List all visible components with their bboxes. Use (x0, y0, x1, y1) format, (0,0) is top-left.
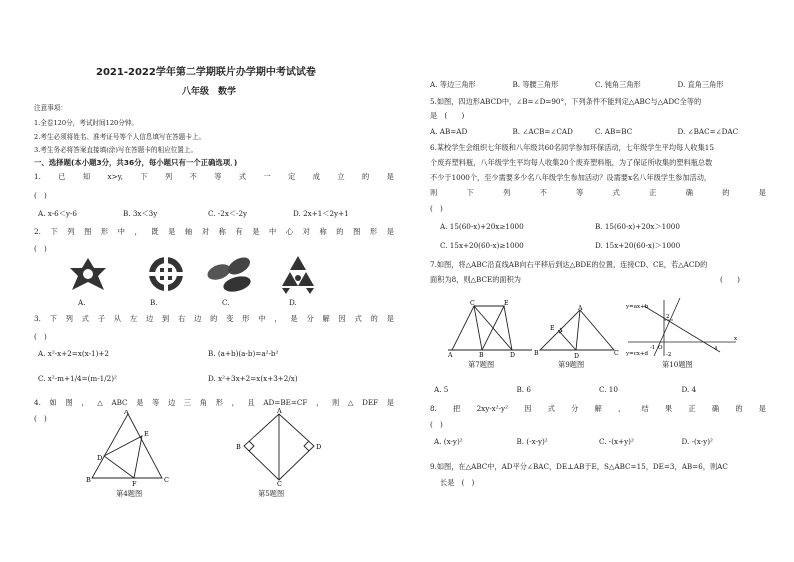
option-a: A. 15(60-x)+20x≥1000 (440, 222, 524, 231)
stem-token: 边 (168, 398, 176, 407)
option-c: C. x²-m+1/4=(m-1/2)² (38, 374, 117, 383)
stem-token: 正 (688, 404, 696, 413)
stem-token: 心 (285, 227, 294, 236)
stem-token: 不 (539, 188, 547, 197)
fig5-label-a: A (277, 408, 282, 415)
q4-paren: ( ) (34, 414, 47, 423)
fig-q2-b-icon (146, 254, 186, 296)
q6-line: 个废弃塑料瓶，八年级学生平均每人收集20个废弃塑料瓶，为了保证所收集的塑料瓶总数 (430, 158, 713, 167)
q5-options (430, 127, 760, 136)
stem-token: 的 (722, 188, 730, 197)
fig9-label-c: C (614, 350, 619, 357)
q3-options-row2 (38, 374, 378, 383)
page-title: 2021-2022学年第二学期联片办学期中考试试卷 (96, 67, 316, 78)
fig5-label-d: D (316, 443, 322, 451)
stem-token: 列 (503, 188, 511, 197)
fig4-label-a: A (124, 410, 129, 416)
stem-token: 等 (152, 398, 160, 407)
q5-stem-cont: 是 ( ) (430, 111, 465, 120)
stem-token: 对 (302, 227, 310, 236)
stem-token: 把 (453, 404, 461, 413)
q5-stem: 5.如图，四边形ABCD中，∠B=∠D=90°，下列条件不能判定△ABC与△ADC全等的 (430, 97, 702, 106)
fig4-caption: 第4题图 (116, 489, 143, 498)
stem-token: 且 (247, 398, 255, 407)
stem-token: ， (274, 314, 282, 323)
stem-token: ABC (111, 398, 128, 407)
option-c: C. -(x+y)² (599, 437, 634, 446)
stem-token: 是 (168, 227, 176, 236)
q8-options (434, 437, 764, 446)
q3-stem (34, 314, 394, 323)
fig10-label-cx: y=cx+d (626, 351, 649, 357)
stem-token: 形 (242, 314, 250, 323)
stem-token: 解 (322, 314, 330, 323)
q7-options (434, 385, 764, 394)
option-c: C. AB=BC (595, 127, 633, 136)
q3-options-row1 (38, 349, 378, 358)
fig7-label-d: D (510, 352, 515, 358)
stem-token: 等 (576, 188, 584, 197)
fig7-label-b: B (479, 352, 484, 358)
option-a: A. AB=AD (430, 127, 468, 136)
stem-token: 的 (210, 314, 218, 323)
stem-token: 到 (162, 314, 170, 323)
stem-token: 因 (338, 314, 346, 323)
stem-token: 既 (151, 227, 159, 236)
stem-token: 下 (49, 314, 57, 323)
fig10-label-origin: O (658, 345, 663, 351)
q9-line: 9.如图，在△ABC中，AD平分∠BAC，DE⊥AB于E，S△ABC=15，DE=3，AB=6，则AC (430, 462, 728, 471)
stem-token: 列 (65, 314, 73, 323)
stem-token: ， (316, 398, 324, 407)
stem-token: 中 (269, 227, 277, 236)
stem-token: 有 (235, 227, 243, 236)
q2-label-d: D. (289, 298, 297, 307)
stem-token: 等 (214, 172, 222, 181)
fig9-caption: 第9题图 (558, 360, 585, 369)
fig-q2-a-icon (68, 254, 108, 296)
option-d: D. x²+3x+2=x(x+3+2/x) (208, 374, 298, 383)
stem-token: 式 (354, 314, 362, 323)
stem-token: 下 (50, 227, 58, 236)
notes-heading: 注意事项： (34, 104, 67, 112)
q6-paren: ( ) (430, 204, 443, 213)
stem-token: 中 (258, 314, 266, 323)
option-d: D. 15x+20(60-x)＞1000 (595, 241, 681, 250)
option-d: D. -(x-y)² (681, 437, 713, 446)
option-b: B. (a+b)(a-b)=a²-b² (208, 349, 279, 358)
stem-token: 2xy-x²-y² (476, 404, 508, 413)
q2-label-a: A. (78, 298, 86, 307)
stem-token: ， (618, 404, 626, 413)
option-b: B. 6 (516, 385, 531, 394)
stem-token: 对 (201, 227, 209, 236)
stem-token: 如 (49, 398, 57, 407)
stem-token: 的 (370, 314, 378, 323)
option-d: D. 直角三角形 (677, 80, 724, 89)
stem-token: 变 (226, 314, 234, 323)
fig4-label-e: E (144, 430, 149, 438)
stem-token: 是 (386, 227, 394, 236)
stem-token: 式 (238, 172, 247, 181)
stem-token: 下 (466, 188, 474, 197)
q2-paren: ( ) (34, 244, 47, 253)
fig7-label-e: E (504, 300, 509, 307)
q6-options-row2 (440, 241, 750, 250)
stem-token: 左 (129, 314, 138, 323)
q6-line: 6.某校学生会组织七年级和八年级共60名同学参加环保活动，七年级学生平均每人收集15 (430, 143, 714, 152)
option-a: A. x-6＜y-6 (38, 209, 77, 218)
stem-token: 列 (67, 227, 75, 236)
option-c: C. 15x+20(60-x)≥1000 (440, 241, 524, 250)
stem-token: 称 (319, 227, 327, 236)
stem-token: 图 (65, 398, 73, 407)
q6-line: 不少于1000个，至少需要多少名八年级学生参加活动？设需要x名八年级学生参加活动， (430, 173, 712, 182)
stem-token: 已 (58, 172, 66, 181)
option-d: D. ∠BAC=∠DAC (677, 127, 739, 136)
fig10-label-ax: y=ax+b (626, 304, 649, 310)
fig10-label-2: 2 (666, 314, 670, 320)
fig5-label-c: C (277, 480, 282, 486)
fig10-label-x: x (734, 336, 738, 342)
stem-token: 则 (331, 398, 340, 407)
stem-token: 分 (571, 404, 579, 413)
stem-token: 式 (612, 188, 620, 197)
stem-token: DEF (362, 398, 379, 407)
fig10-label-neg1: -1 (650, 345, 656, 351)
stem-token: 称 (218, 227, 226, 236)
q8-paren: ( ) (430, 420, 443, 429)
stem-token: 结 (641, 404, 649, 413)
fig9-label-d: D (574, 353, 579, 358)
stem-token: 解 (594, 404, 602, 413)
stem-token: 不 (189, 172, 197, 181)
page-subtitle: 八年级 数学 (182, 87, 237, 97)
stem-token: 形 (100, 227, 109, 236)
stem-token: 形 (215, 398, 223, 407)
stem-token: ， (134, 227, 142, 236)
option-b: B. ∠ACB=∠CAD (512, 127, 573, 136)
q7-paren: ( ) (720, 275, 740, 284)
stem-token: 是 (252, 227, 260, 236)
stem-token: △ (97, 398, 103, 407)
option-d: D. 2x+1＜2y+1 (293, 209, 349, 218)
q6-stem (430, 188, 766, 197)
stem-token: 确 (711, 404, 720, 413)
stem-token: 下 (140, 172, 148, 181)
option-c: C. 10 (599, 385, 618, 394)
option-b: B. 等腰三角形 (512, 80, 559, 89)
stem-token: 图 (353, 227, 361, 236)
q7-line: 7.如图，将△ABC沿直线AB向右平移后到达△BDE的位置，连接CD、CE，若△ACD的 (430, 260, 708, 269)
option-b: B. (-x-y)² (516, 437, 548, 446)
stem-token: x>y, (107, 172, 123, 181)
note-item: 2.考生必须将姓名、准考证号等个人信息填写在答题卡上。 (34, 133, 206, 141)
stem-token: 成 (312, 172, 320, 181)
fig10-label-4: 4 (714, 346, 718, 352)
fig7-label-c: C (470, 300, 475, 307)
q8-stem (430, 404, 766, 413)
stem-token: 定 (288, 172, 296, 181)
fig4-label-f: F (132, 480, 137, 486)
figure-q9 (534, 304, 620, 358)
stem-token: 3. (34, 314, 41, 323)
stem-token: 是 (136, 398, 144, 407)
stem-token: 的 (735, 404, 743, 413)
fig9-label-a: A (578, 305, 583, 312)
stem-token: 4. (34, 398, 41, 407)
option-a: A. 5 (434, 385, 449, 394)
q9-line: 长是 ( ) (440, 478, 475, 487)
q7-line: 面积为8，则△BCE的面积为 (430, 275, 521, 284)
figure-q7 (444, 300, 536, 358)
stem-token: 2. (34, 227, 41, 236)
figure-q4 (86, 410, 170, 486)
fig5-caption: 第5题图 (258, 489, 285, 498)
figure-q5 (234, 408, 324, 486)
fig4-label-d: D (97, 454, 103, 462)
stem-token: 一 (263, 172, 271, 181)
stem-token: ， (231, 398, 239, 407)
stem-token: 子 (97, 314, 106, 323)
option-a: A. 等边三角形 (430, 80, 476, 89)
stem-token: △ (347, 398, 354, 407)
option-a: A. (x-y)² (434, 437, 463, 446)
q1-paren: ( ) (34, 191, 47, 200)
stem-token: 形 (369, 227, 378, 236)
q3-paren: ( ) (34, 332, 47, 341)
q6-options-row1 (440, 222, 750, 231)
stem-token: 则 (430, 188, 438, 197)
q1-stem (34, 172, 394, 181)
stem-token: 果 (664, 404, 673, 413)
stem-token: 边 (145, 314, 154, 323)
fig10-label-neg2: -2 (666, 352, 672, 358)
figure-q10 (624, 296, 742, 358)
fig10-caption: 第10题图 (662, 360, 693, 369)
stem-token: 边 (194, 314, 202, 323)
fig5-label-b: B (236, 443, 241, 451)
stem-token: 中 (117, 227, 125, 236)
stem-token: 正 (649, 188, 657, 197)
q1-options (38, 209, 378, 218)
stem-token: 是 (290, 314, 298, 323)
q2-label-c: C. (222, 298, 230, 307)
fig-q2-d-icon (276, 254, 320, 296)
stem-token: 从 (113, 314, 122, 323)
fig9-label-b: B (534, 350, 539, 357)
note-item: 3.考生务必将答案直接填(涂)写在答题卡的相应位置上。 (34, 146, 198, 154)
stem-token: 轴 (184, 227, 193, 236)
stem-token: 角 (199, 398, 207, 407)
option-b: B. 15(60-x)+20x＞1000 (595, 222, 680, 231)
stem-token: 是 (386, 172, 394, 181)
stem-token: 知 (82, 172, 91, 181)
section-heading: 一、选择题(本小题3分，共36分，每小题只有一个正确选项．) (34, 158, 238, 167)
q4-options (430, 80, 760, 89)
fig7-label-a: A (448, 352, 453, 358)
option-d: D. 4 (681, 385, 697, 394)
stem-token: 列 (165, 172, 173, 181)
stem-token: 右 (178, 314, 186, 323)
stem-token: 图 (84, 227, 92, 236)
stem-token: AD=BE=CF (263, 398, 308, 407)
stem-token: 立 (337, 172, 345, 181)
q4-stem (34, 398, 394, 407)
option-b: B. 3x＜3y (123, 209, 158, 218)
stem-token: 分 (306, 314, 314, 323)
stem-token: 是 (386, 314, 394, 323)
stem-token: 8. (430, 404, 437, 413)
q2-stem (34, 227, 394, 236)
fig7-caption: 第7题图 (468, 360, 495, 369)
stem-token: 1. (34, 172, 41, 181)
stem-token: 因 (524, 404, 532, 413)
q2-label-b: B. (150, 298, 158, 307)
stem-token: 是 (386, 398, 394, 407)
stem-token: 式 (81, 314, 89, 323)
option-c: C. -2x＜-2y (208, 209, 248, 218)
stem-token: ， (81, 398, 89, 407)
note-item: 1.全卷120分，考试时间120分钟。 (34, 119, 138, 127)
stem-token: 是 (758, 404, 766, 413)
fig-q2-c-icon (205, 254, 257, 296)
stem-token: 三 (183, 398, 192, 407)
option-c: C. 钝角三角形 (595, 80, 641, 89)
stem-token: 是 (758, 188, 766, 197)
stem-token: 式 (547, 404, 555, 413)
stem-token: 的 (362, 172, 370, 181)
fig9-label-e: E (550, 325, 555, 332)
option-a: A. x²-x+2=x(x-1)+2 (38, 349, 109, 358)
stem-token: 的 (336, 227, 344, 236)
stem-token: 确 (685, 188, 693, 197)
fig4-label-c: C (164, 476, 169, 484)
fig4-label-b: B (86, 476, 91, 484)
